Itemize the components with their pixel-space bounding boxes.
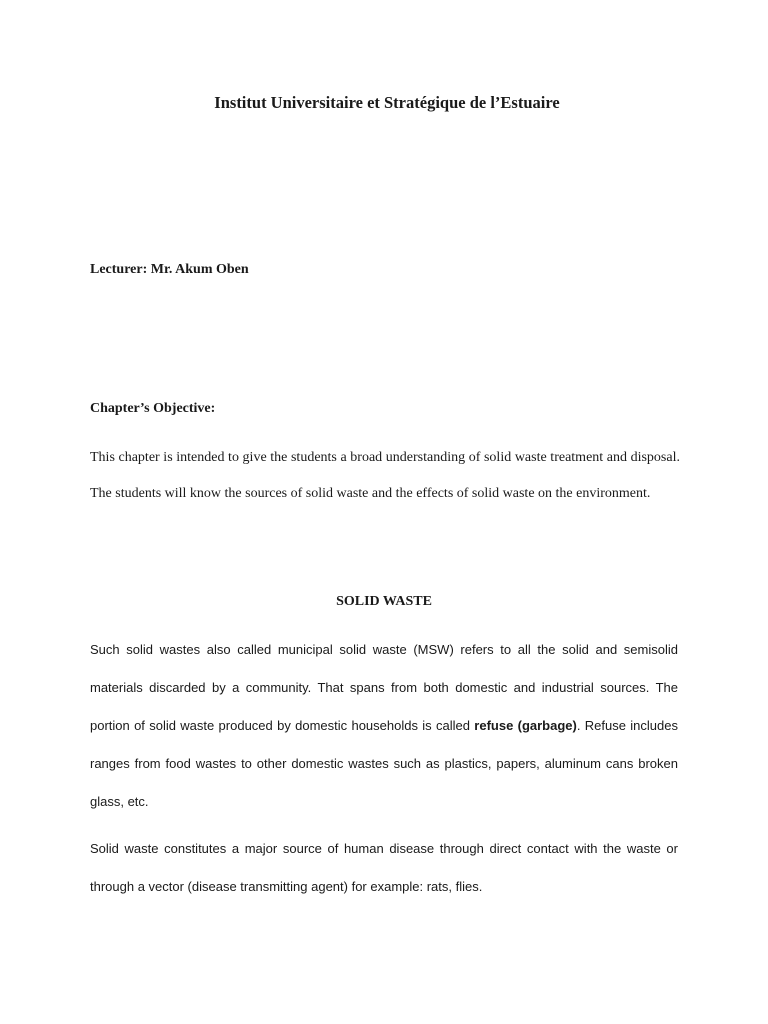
paragraph-msw-text-after: . Refuse includes ranges from food wastes to other domestic wastes such as plastics, papers, aluminum cans broken glass, etc. [90,718,678,809]
paragraph-msw [90,631,678,821]
refuse-term: refuse (garbage) [474,718,577,733]
objective-heading: Chapter’s Objective: [90,401,216,416]
paragraph-disease: Solid waste constitutes a major source of human disease through direct contact with the waste or through a vector (disease transmitting agent) for example: rats, flies. [90,841,678,894]
section-heading: SOLID WASTE [336,594,432,609]
paragraph-msw-text-before: Such solid wastes also called municipal solid waste (MSW) refers to all the solid and semisolid materials discarded by a community. That spans from both domestic and industrial sources. The portion of solid waste produced by domestic households is called [90,642,678,733]
lecturer-line: Lecturer: Mr. Akum Oben [90,262,249,277]
objective-text: This chapter is intended to give the students a broad understanding of solid waste treatment and disposal. The students will know the sources of solid waste and the effects of solid waste on the environment. [90,450,680,501]
document-title: Institut Universitaire et Stratégique de l’Estuaire [214,93,560,112]
